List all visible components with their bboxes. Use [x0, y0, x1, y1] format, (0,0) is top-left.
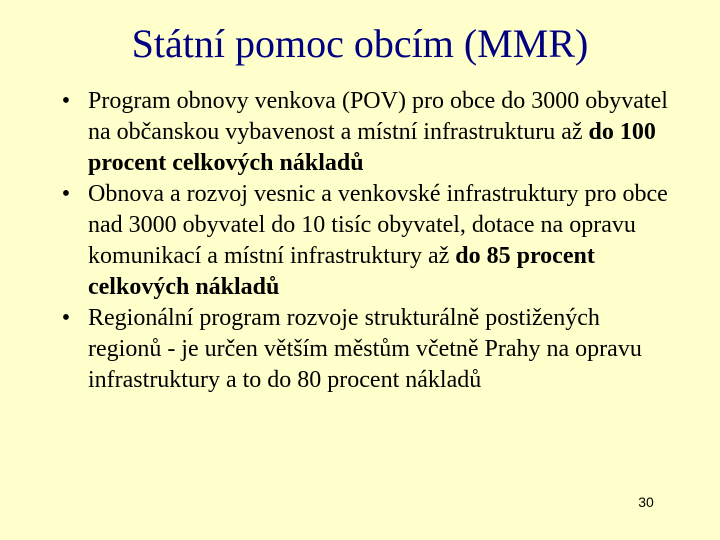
bullet-icon: • — [61, 181, 71, 207]
bullet-icon: • — [61, 88, 71, 114]
bullet-icon: • — [61, 305, 71, 331]
bullet-list — [56, 86, 676, 396]
bullet-text: Obnova a rozvoj vesnic a venkovské infrastruktury pro obce nad 3000 obyvatel do 10 tisíc obyvatel, dotace na opravu komunikací a místní infrastruktury až — [88, 181, 668, 269]
bullet-emphasis: do 85 procent celkových nákladů — [88, 243, 595, 300]
page-number: 30 — [638, 494, 654, 510]
bullet-item-pov — [56, 86, 676, 179]
bullet-item-obnova — [56, 179, 676, 303]
bullet-text: Program obnovy venkova (POV) pro obce do 3000 obyvatel na občanskou vybavenost a místní infrastrukturu až — [88, 88, 668, 145]
bullet-emphasis: do 100 procent celkových nákladů — [88, 119, 656, 176]
bullet-item-regionalni — [56, 303, 676, 396]
bullet-text: Regionální program rozvoje strukturálně postižených regionů - je určen větším městům včetně Prahy na opravu infrastruktury a to do 80 procent nákladů — [88, 305, 642, 393]
slide-title: Státní pomoc obcím (MMR) — [131, 21, 589, 66]
